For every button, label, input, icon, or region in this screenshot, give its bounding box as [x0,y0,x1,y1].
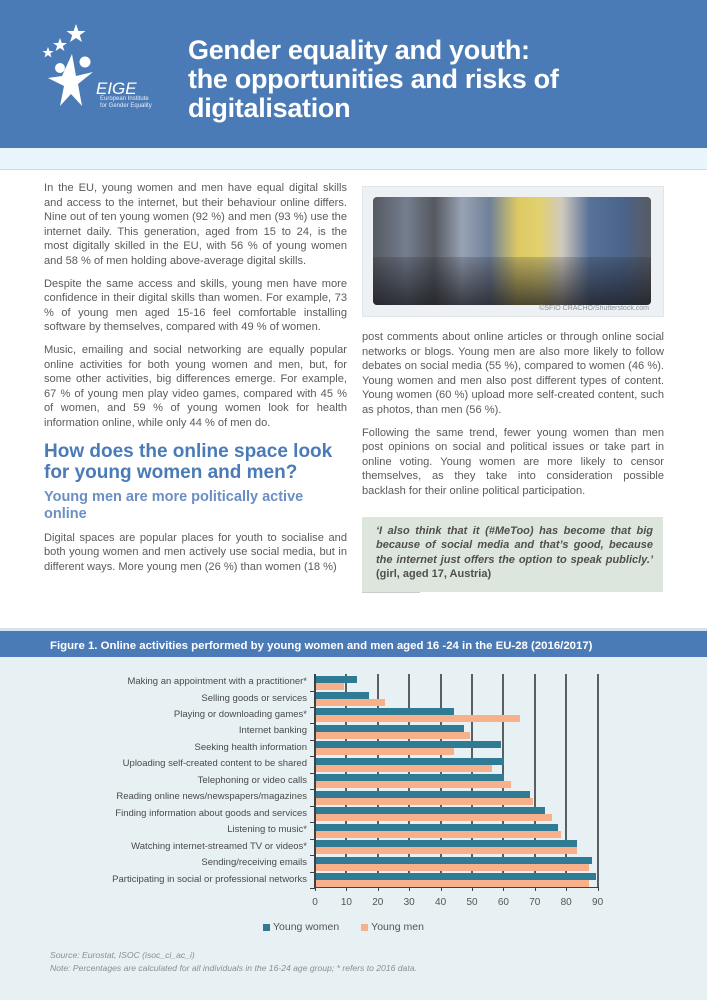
bar-young-men [316,831,561,838]
gridline-90 [597,674,599,888]
x-tick-label-30: 30 [403,897,415,908]
y-tick [310,789,315,790]
confidence-paragraph: Despite the same access and skills, young men have more confidence in their digital skills than women. For example, 73 % of young men aged 15-16 feel comfortable installing software by themselves, compared with 49 % of women. [44,277,347,334]
bar-young-women [316,774,504,781]
bar-young-women [316,741,501,748]
category-label: Watching internet-streamed TV or videos* [131,840,307,852]
bar-young-women [316,791,530,798]
activities-paragraph: Music, emailing and social networking are equally popular online activities for both young women and men, but, for some other activities, big differences emerge. For example, 67 % of young men play video games, compared with 45 % of women, and 59 % of young women look for health information online, while only 44 % of men do. [44,343,347,429]
chart-legend [263,921,424,933]
logo-subtitle-line1: European Institute [100,96,149,102]
y-tick [310,691,315,692]
bar-young-men [316,847,577,854]
figure-body [0,657,707,1000]
y-tick [310,855,315,856]
legend-young-women [263,921,339,933]
bar-young-men [316,814,552,821]
page-header [0,0,707,148]
photo-shade [373,257,651,305]
x-tick-label-50: 50 [466,897,478,908]
x-tick-label-0: 0 [312,897,318,908]
bar-young-women [316,692,369,699]
bar-young-women [316,840,577,847]
x-tick-label-10: 10 [340,897,352,908]
x-tick-label-40: 40 [435,897,447,908]
quote-attribution: (girl, aged 17, Austria) [376,567,492,580]
bar-young-women [316,725,464,732]
figure-title: Figure 1. Online activities performed by young women and men aged 16 -24 in the EU-28 (2016/2017) [0,628,707,657]
bar-young-women [316,708,454,715]
bar-young-men [316,781,511,788]
bar-young-men [316,683,344,690]
bar-young-women [316,824,558,831]
bar-young-women [316,857,592,864]
social-media-paragraph: Digital spaces are popular places for youth to socialise and both young women and men actively use social media, but in different ways. More young men (26 %) than women (18 %) [44,531,347,573]
x-tick-label-20: 20 [372,897,384,908]
y-tick [310,773,315,774]
category-label: Uploading self-created content to be shared [122,758,307,770]
bar-young-men [316,732,470,739]
section-heading: How does the online space look for young women and men? [44,440,333,483]
photo-credit: ©SFIO CRACHO/Shutterstock.com [539,305,649,312]
section-subheading: Young men are more politically active online [44,488,304,522]
y-tick [310,839,315,840]
x-axis [314,887,599,888]
title-line-1: Gender equality and youth: [188,35,530,65]
legend-swatch-women [263,924,270,931]
category-label: Seeking health information [194,741,307,753]
source-line: Source: Eurostat, ISOC (isoc_ci_ac_i) [50,950,195,960]
category-label: Internet banking [238,725,307,737]
legend-label-men: Young men [371,921,424,933]
bar-chart [0,657,707,947]
category-label: Participating in social or professional networks [112,873,307,885]
quote-text: ‘I also think that it (#MeToo) has become that big because of social media and that’s good, because the internet just offers the option to speak publicly.’ [376,525,653,566]
quote-divider [362,592,420,593]
category-label: Selling goods or services [201,692,307,704]
legend-young-men [361,921,424,933]
figure-source [50,949,417,975]
bar-young-women [316,807,545,814]
title-line-3: digitalisation [188,93,351,123]
political-paragraph: Following the same trend, fewer young women than men post opinions on social and political issues or take part in online voting. Young women are more likely to censor themselves, as they take into consideration possible backlash for their online political participation. [362,426,664,497]
y-tick [310,723,315,724]
bar-young-men [316,699,385,706]
quote-box [362,517,663,592]
x-tick-label-90: 90 [592,897,604,908]
category-label: Telephoning or video calls [197,774,307,786]
category-label: Listening to music* [227,824,307,836]
legend-label-women: Young women [273,921,340,933]
category-label: Making an appointment with a practitioner* [127,676,307,687]
logo-subtitle [100,96,160,110]
header-band [0,148,707,170]
bar-young-men [316,880,589,887]
y-tick [310,872,315,873]
x-tick-label-70: 70 [529,897,541,908]
bar-young-women [316,758,504,765]
legend-swatch-men [361,924,368,931]
x-tick-label-80: 80 [560,897,572,908]
right-column [362,330,664,507]
category-label: Finding information about goods and services [115,807,307,819]
category-label: Reading online news/newspapers/magazines [116,791,307,803]
y-tick [310,740,315,741]
bar-young-men [316,798,533,805]
bar-young-men [316,765,492,772]
bar-young-men [316,715,520,722]
y-tick [310,888,315,889]
left-column [44,181,347,582]
intro-paragraph: In the EU, young women and men have equal digital skills and access to the internet, but their behaviour online differs. Nine out of ten young women (92 %) and men (93 %) use the internet daily. This generation, aged from 15 to 24, is the most digitally skilled in the EU, with 56 % of young women and 58 % of men holding above-average digital skills. [44,182,347,267]
y-tick [310,806,315,807]
logo-subtitle-line2: for Gender Equality [100,103,152,109]
bar-young-men [316,864,589,871]
bar-young-men [316,748,454,755]
note-line: Note: Percentages are calculated for all individuals in the 16-24 age group; * refers to 2016 data. [50,963,417,973]
comments-paragraph: post comments about online articles or through online social networks or blogs. Young men are also more likely to follow debates on social media (55 %), compared to women (46 %). Young women and men also post different types of content. Young women (60 %) upload more self-created content, such as photos, than men (56 %). [362,331,664,416]
category-label: Sending/receiving emails [201,857,307,869]
eige-logo [38,14,152,118]
category-label: Playing or downloading games* [173,708,307,720]
y-tick [310,756,315,757]
bar-young-women [316,873,596,880]
page-title [188,36,559,123]
youth-photo [362,186,664,317]
x-tick-label-60: 60 [497,897,509,908]
y-tick [310,822,315,823]
title-line-2: the opportunities and risks of [188,64,559,94]
svg-text:EIGE: EIGE [96,79,137,98]
y-tick [310,707,315,708]
bar-young-women [316,676,357,683]
